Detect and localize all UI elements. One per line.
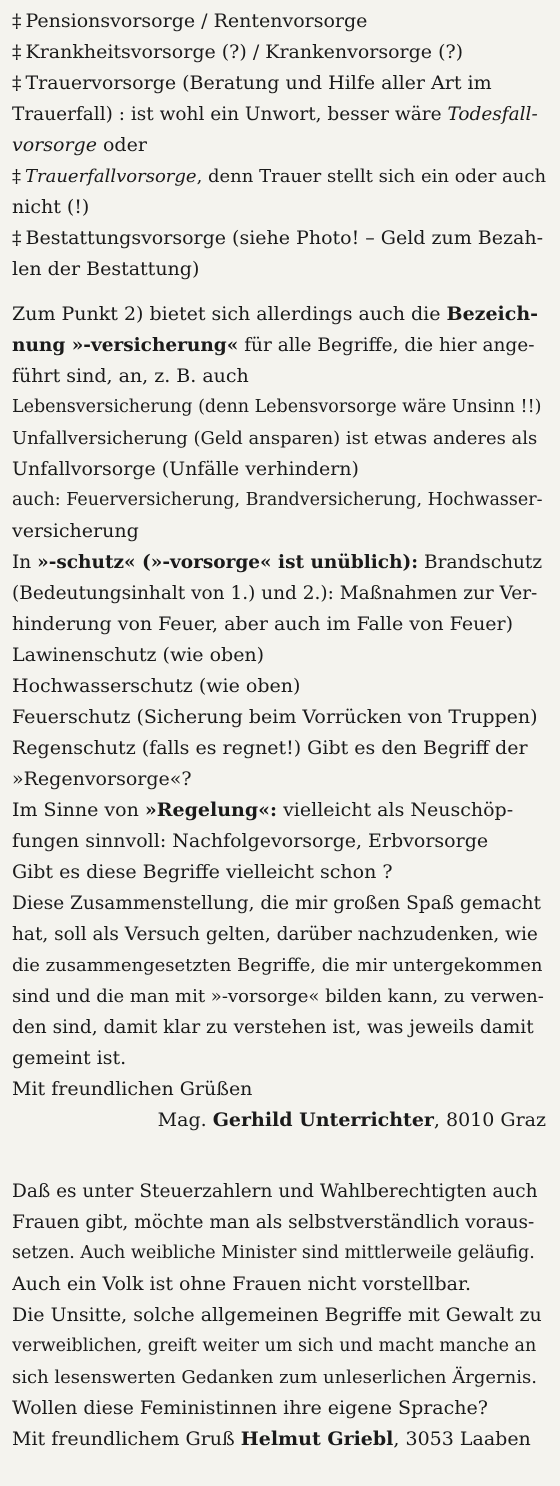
body-line [12,299,546,330]
body-text: für alle Begriffe, die hier ange- [244,335,535,356]
list-item [12,161,546,192]
closing-line: Mit freundlichen Grüßen [12,1078,253,1100]
body-line [12,330,546,361]
body-line: fungen sinnvoll: Nachfolgevorsorge, Erbvorsorge [12,830,489,852]
body-line: Lawinenschutz (wie oben) [12,644,265,666]
body-line: hinderung von Feuer, aber auch im Falle von Feuer) [12,613,514,635]
emphasis-text: Trauerfallvorsorge [25,166,197,187]
signature-greeting: Mit freundlichem Gruß [12,1428,235,1450]
signature-place: , 8010 Graz [433,1109,546,1131]
body-line: hat, soll als Versuch gelten, darüber nachzudenken, wie [12,924,538,945]
dagger-bullet-icon: ‡ [12,41,22,63]
body-line: »Regenvorsorge«? [12,768,192,790]
signature-name: Helmut Griebl [240,1428,394,1450]
body-text: Brandschutz [424,552,543,573]
dagger-bullet-icon: ‡ [12,72,22,94]
body-line: Gibt es diese Begriffe vielleicht schon ? [12,861,393,883]
body-line: Unfallvorsorge (Unfälle verhindern) [12,458,359,480]
bold-text: »-schutz« (»-vorsorge« ist unüblich): [37,552,419,573]
body-line: Feuerschutz (Sicherung beim Vorrücken von Truppen) [12,706,538,728]
bold-text: Bezeich- [446,303,539,325]
list-text: Krankheitsvorsorge (?) / Krankenvorsorge (?) [25,41,464,63]
paragraph-gap [12,285,546,299]
list-item [12,68,546,99]
emphasis-text: Todesfall- [447,104,538,125]
body-line: Lebensversicherung (denn Lebensvorsorge wäre Unsinn !!) [12,397,542,417]
body-line: Unfallversicherung (Geld ansparen) ist etwas anderes als [12,428,538,449]
body-line: Diese Zusammenstellung, die mir großen Spaß gemacht [12,893,541,914]
body-text: Im Sinne von [12,799,139,821]
body-line [12,547,546,578]
dagger-bullet-icon: ‡ [12,10,22,32]
signature-title: Mag. [157,1109,207,1131]
list-text: Trauerfall) : ist wohl ein Unwort, besser wäre [12,104,442,125]
body-line: Die Unsitte, solche allgemeinen Begriffe mit Gewalt zu [12,1304,542,1326]
list-text: nicht (!) [12,196,90,218]
body-line: Daß es unter Steuerzahlern und Wahlberechtigten auch [12,1181,538,1202]
list-item-continuation [12,192,546,223]
list-item-continuation [12,130,546,161]
list-item [12,6,546,37]
list-item [12,223,546,254]
body-text: In [12,552,32,573]
body-text: vielleicht als Neuschöp- [283,799,514,821]
body-line: führt sind, an, z. B. auch [12,365,249,387]
body-line: versicherung [12,520,139,542]
bold-text: nung »-versicherung« [12,335,239,356]
body-line: sind und die man mit »-vorsorge« bilden kann, zu verwen- [12,986,544,1007]
list-text: Trauervorsorge (Beratung und Hilfe aller Art im [25,72,492,94]
dagger-bullet-icon: ‡ [12,227,22,249]
body-line: auch: Feuerversicherung, Brandversicherung, Hochwasser- [12,490,543,510]
list-text: len der Bestattung) [12,258,200,280]
body-line: Regenschutz (falls es regnet!) Gibt es den Begriff der [12,737,528,759]
signature-place: , 3053 Laaben [393,1428,531,1450]
signature-line [12,1105,546,1136]
signature-name: Gerhild Unterrichter [212,1109,434,1131]
body-text: Zum Punkt 2) bietet sich allerdings auch die [12,303,441,325]
body-line [12,795,546,826]
body-line: (Bedeutungsinhalt von 1.) und 2.): Maßnahmen zur Ver- [12,583,538,604]
list-item [12,37,546,68]
list-text: , denn Trauer stellt sich ein oder auch [196,166,546,187]
list-text: oder [102,134,147,156]
body-line: gemeint ist. [12,1047,127,1069]
body-line: Auch ein Volk ist ohne Frauen nicht vorstellbar. [12,1273,471,1295]
list-text: Bestattungsvorsorge (siehe Photo! – Geld zum Bezah- [25,227,544,249]
letter-separator [12,1136,546,1176]
signature-line [12,1424,546,1455]
list-item-continuation [12,99,546,130]
body-line: Frauen gibt, möchte man als selbstverständlich voraus- [12,1212,535,1233]
body-line: die zusammengesetzten Begriffe, die mir untergekommen [12,955,543,976]
dagger-bullet-icon: ‡ [12,166,21,187]
body-line: sich lesenswerten Gedanken zum unleserlichen Ärgernis. [12,1367,537,1388]
bold-text: »Regelung«: [144,799,278,821]
list-item-continuation [12,254,546,285]
emphasis-text: vorsorge [12,134,97,156]
body-line: Hochwasserschutz (wie oben) [12,675,301,697]
body-line: Wollen diese Feministinnen ihre eigene Sprache? [12,1397,488,1419]
body-line: setzen. Auch weibliche Minister sind mittlerweile geläufig. [12,1243,535,1263]
body-line: verweiblichen, greift weiter um sich und macht manche an [12,1336,537,1356]
list-text: Pensionsvorsorge / Rentenvorsorge [25,10,368,32]
body-line: den sind, damit klar zu verstehen ist, was jeweils damit [12,1017,534,1038]
